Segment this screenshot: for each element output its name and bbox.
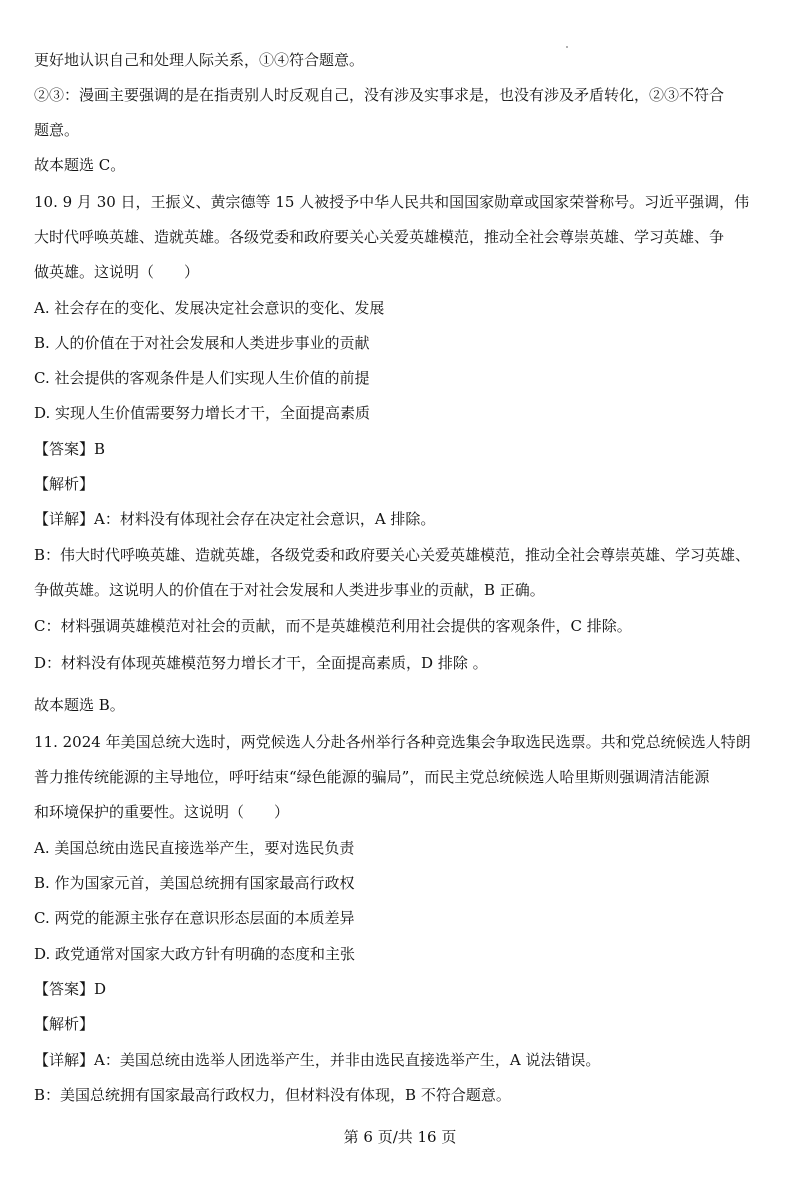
question-10-answer: 【答案】B bbox=[34, 440, 106, 458]
question-10-conclusion: 故本题选 B。 bbox=[34, 696, 125, 714]
question-11-detail-a: 【详解】A：美国总统由选举人团选举产生，并非由选民直接选举产生，A 说法错误。 bbox=[34, 1051, 601, 1069]
question-11-stem-line1: 11. 2024 年美国总统大选时，两党候选人分赴各州举行各种竞选集会争取选民选票。共和党总统候选人特朗 bbox=[34, 733, 751, 751]
question-10-detail-b-line1: B：伟大时代呼唤英雄、造就英雄，各级党委和政府要关心关爱英雄模范，推动全社会尊崇英雄、学习英雄、 bbox=[34, 546, 751, 564]
question-11-analysis-heading: 【解析】 bbox=[34, 1015, 95, 1033]
scan-speck bbox=[566, 46, 568, 48]
question-11-option-d: D. 政党通常对国家大政方针有明确的态度和主张 bbox=[34, 945, 356, 963]
question-11-detail-b: B：美国总统拥有国家最高行政权力，但材料没有体现，B 不符合题意。 bbox=[34, 1086, 511, 1104]
question-10-detail-a: 【详解】A：材料没有体现社会存在决定社会意识，A 排除。 bbox=[34, 510, 436, 528]
question-10-detail-b-line2: 争做英雄。这说明人的价值在于对社会发展和人类进步事业的贡献，B 正确。 bbox=[34, 581, 545, 599]
question-10-detail-d: D：材料没有体现英雄模范努力增长才干，全面提高素质，D 排除 。 bbox=[34, 654, 488, 672]
question-11-stem-line3: 和环境保护的重要性。这说明（ ） bbox=[34, 803, 290, 821]
text-line-analysis-23: ②③：漫画主要强调的是在指责别人时反观自己，没有涉及实事求是，也没有涉及矛盾转化，②③不符合 bbox=[34, 86, 725, 104]
question-10-stem-line2: 大时代呼唤英雄、造就英雄。各级党委和政府要关心关爱英雄模范，推动全社会尊崇英雄、学习英雄、争 bbox=[34, 228, 725, 246]
question-10-analysis-heading: 【解析】 bbox=[34, 475, 95, 493]
question-10-option-b: B. 人的价值在于对社会发展和人类进步事业的贡献 bbox=[34, 334, 370, 352]
question-10-option-d: D. 实现人生价值需要努力增长才干，全面提高素质 bbox=[34, 404, 371, 422]
question-10-option-c: C. 社会提供的客观条件是人们实现人生价值的前提 bbox=[34, 369, 370, 387]
text-line-continuation: 更好地认识自己和处理人际关系，①④符合题意。 bbox=[34, 51, 365, 69]
question-11-stem-line2: 普力推传统能源的主导地位，呼吁结束“绿色能源的骗局”，而民主党总统候选人哈里斯则强调清洁能源 bbox=[34, 768, 710, 786]
text-line-conclusion-9: 故本题选 C。 bbox=[34, 156, 126, 174]
question-11-option-b: B. 作为国家元首，美国总统拥有国家最高行政权 bbox=[34, 874, 355, 892]
question-11-answer: 【答案】D bbox=[34, 980, 107, 998]
question-10-stem-line3: 做英雄。这说明（ ） bbox=[34, 263, 200, 281]
text-line-analysis-23-cont: 题意。 bbox=[34, 121, 80, 139]
page-number-footer: 第 6 页/共 16 页 bbox=[343, 1128, 457, 1146]
question-11-option-c: C. 两党的能源主张存在意识形态层面的本质差异 bbox=[34, 909, 355, 927]
question-10-option-a: A. 社会存在的变化、发展决定社会意识的变化、发展 bbox=[34, 299, 385, 317]
question-10-detail-c: C：材料强调英雄模范对社会的贡献，而不是英雄模范利用社会提供的客观条件，C 排除。 bbox=[34, 617, 632, 635]
question-11-option-a: A. 美国总统由选民直接选举产生，要对选民负责 bbox=[34, 839, 355, 857]
question-10-stem-line1: 10. 9 月 30 日，王振义、黄宗德等 15 人被授予中华人民共和国国家勋章或国家荣誉称号。习近平强调，伟 bbox=[34, 193, 750, 211]
